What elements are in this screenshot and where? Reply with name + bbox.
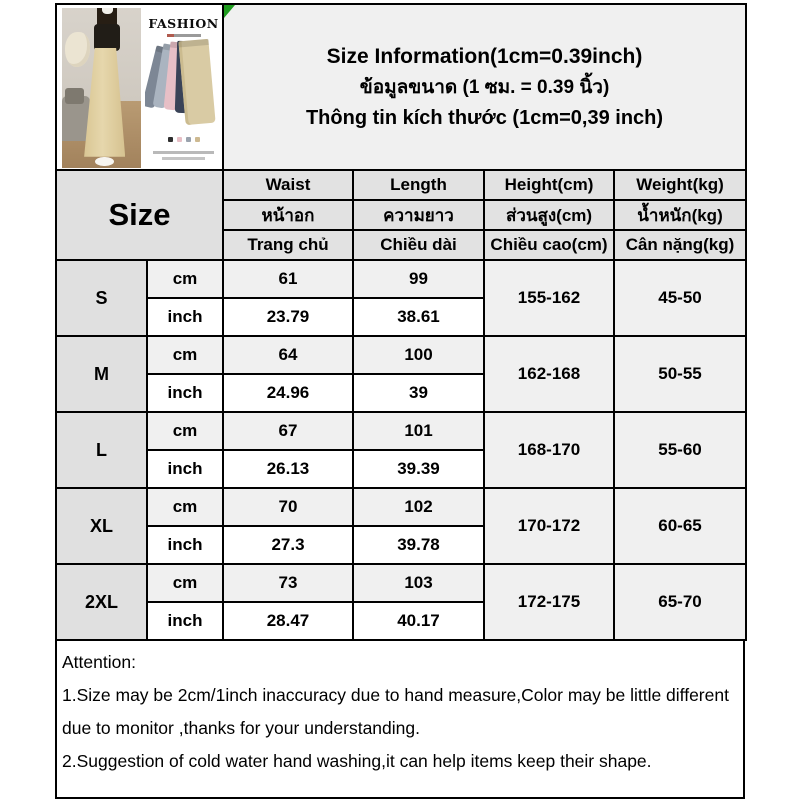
model-photo [62, 8, 141, 168]
waist-inch-m: 24.96 [223, 374, 353, 412]
table-row [56, 488, 746, 526]
waist-inch-2xl: 28.47 [223, 602, 353, 640]
fashion-poster [145, 8, 222, 168]
size-column-header: Size [56, 170, 223, 260]
waist-cm-s: 61 [223, 260, 353, 298]
attention-notes [55, 641, 745, 799]
unit-inch: inch [147, 298, 223, 336]
weight-range-m: 50-55 [614, 336, 746, 412]
header-weight-th: น้ำหนัก(kg) [614, 200, 746, 230]
length-cm-l: 101 [353, 412, 484, 450]
weight-range-l: 55-60 [614, 412, 746, 488]
length-cm-s: 99 [353, 260, 484, 298]
size-label-xl: XL [56, 488, 147, 564]
unit-cm: cm [147, 336, 223, 374]
size-table [55, 3, 747, 641]
header-weight-en: Weight(kg) [614, 170, 746, 200]
unit-cm: cm [147, 564, 223, 602]
unit-cm: cm [147, 488, 223, 526]
header-waist-en: Waist [223, 170, 353, 200]
length-inch-2xl: 40.17 [353, 602, 484, 640]
length-inch-l: 39.39 [353, 450, 484, 488]
table-row [56, 412, 746, 450]
length-cm-xl: 102 [353, 488, 484, 526]
poster-caption-line [162, 157, 205, 160]
fashion-poster-title: FASHION [148, 16, 219, 31]
header-weight-vi: Cân nặng(kg) [614, 230, 746, 260]
title-english: Size Information(1cm=0.39inch) [326, 44, 643, 68]
unit-cm: cm [147, 260, 223, 298]
table-row [56, 260, 746, 298]
waist-inch-xl: 27.3 [223, 526, 353, 564]
header-height-th: ส่วนสูง(cm) [484, 200, 614, 230]
height-range-xl: 170-172 [484, 488, 614, 564]
model-top [94, 24, 120, 51]
pants-swatch-khaki [178, 39, 215, 125]
white-shoe [95, 157, 114, 167]
length-inch-s: 38.61 [353, 298, 484, 336]
title-vietnamese: Thông tin kích thước (1cm=0,39 inch) [305, 106, 664, 129]
color-swatch-row [145, 137, 222, 142]
length-cm-2xl: 103 [353, 564, 484, 602]
poster-subtitle-bar [167, 34, 201, 37]
header-height-vi: Chiều cao(cm) [484, 230, 614, 260]
waist-cm-xl: 70 [223, 488, 353, 526]
waist-cm-m: 64 [223, 336, 353, 374]
height-range-2xl: 172-175 [484, 564, 614, 640]
unit-cm: cm [147, 412, 223, 450]
header-length-th: ความยาว [353, 200, 484, 230]
height-range-s: 155-162 [484, 260, 614, 336]
header-waist-vi: Trang chủ [223, 230, 353, 260]
weight-range-2xl: 65-70 [614, 564, 746, 640]
green-corner-marker-icon [224, 5, 235, 18]
poster-caption-line [153, 151, 215, 154]
unit-inch: inch [147, 602, 223, 640]
header-waist-th: หน้าอก [223, 200, 353, 230]
length-cm-m: 100 [353, 336, 484, 374]
size-label-l: L [56, 412, 147, 488]
attention-item-2: 2.Suggestion of cold water hand washing,it can help items keep their shape. [62, 751, 652, 771]
title-thai: ข้อมูลขนาด (1 ซม. = 0.39 นิ้ว) [359, 76, 610, 98]
height-range-l: 168-170 [484, 412, 614, 488]
wide-leg-pants [84, 48, 125, 157]
weight-range-s: 45-50 [614, 260, 746, 336]
color-swatch-gray [186, 137, 191, 142]
header-height-en: Height(cm) [484, 170, 614, 200]
unit-inch: inch [147, 526, 223, 564]
attention-heading: Attention: [62, 652, 136, 672]
size-chart-sheet [55, 3, 745, 799]
table-row [56, 564, 746, 602]
weight-range-xl: 60-65 [614, 488, 746, 564]
size-label-2xl: 2XL [56, 564, 147, 640]
height-range-m: 162-168 [484, 336, 614, 412]
waist-inch-l: 26.13 [223, 450, 353, 488]
fluffy-bag [65, 32, 90, 67]
length-inch-m: 39 [353, 374, 484, 412]
cushion-shape [65, 88, 84, 104]
attention-item-1: 1.Size may be 2cm/1inch inaccuracy due to hand measure,Color may be little different due to monitor ,thanks for your understanding. [62, 685, 729, 738]
color-swatch-black [168, 137, 173, 142]
header-length-vi: Chiều dài [353, 230, 484, 260]
unit-inch: inch [147, 374, 223, 412]
color-swatch-khaki [195, 137, 200, 142]
product-image-cell [56, 4, 223, 170]
unit-inch: inch [147, 450, 223, 488]
waist-cm-l: 67 [223, 412, 353, 450]
size-label-m: M [56, 336, 147, 412]
header-length-en: Length [353, 170, 484, 200]
length-inch-xl: 39.78 [353, 526, 484, 564]
waist-cm-2xl: 73 [223, 564, 353, 602]
title-cell [223, 4, 746, 170]
size-label-s: S [56, 260, 147, 336]
table-row [56, 336, 746, 374]
color-swatch-pink [177, 137, 182, 142]
waist-inch-s: 23.79 [223, 298, 353, 336]
size-info-title [224, 41, 745, 134]
